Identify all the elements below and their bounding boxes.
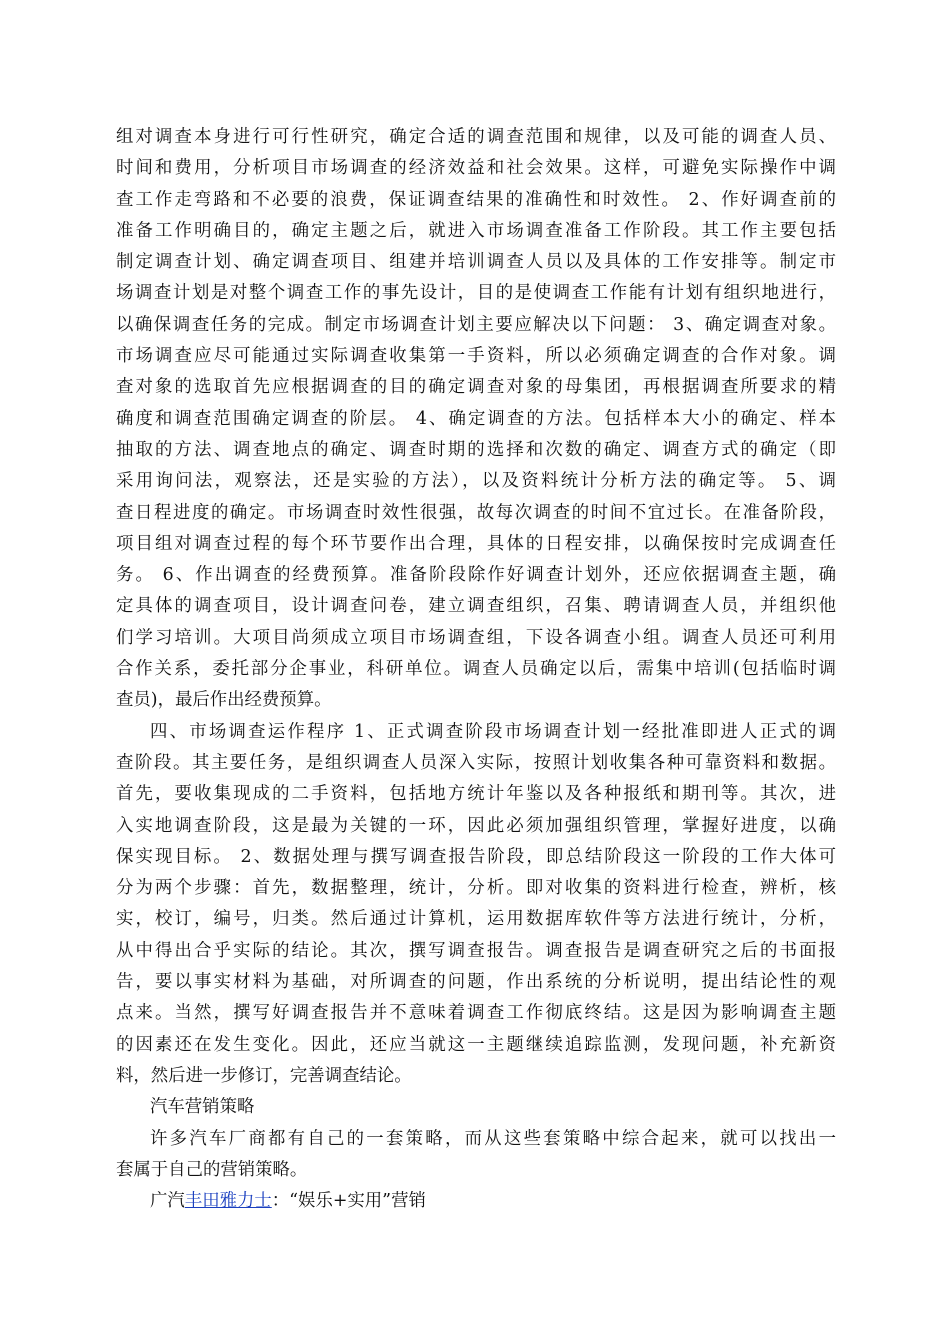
text-line: 料，然后进一步修订，完善调查结论。	[116, 1065, 412, 1086]
text-line: 确度和调查范围确定调查的阶层。 4、确定调查的方法。包括样本大小的确定、样本	[116, 408, 836, 429]
text-line: 合作关系，委托部分企事业，科研单位。调查人员确定以后，需集中培训(包括临时调	[116, 659, 836, 680]
text-line: 市场调查应尽可能通过实际调查收集第一手资料，所以必须确定调查的合作对象。调	[116, 346, 836, 367]
text-line: 组对调查本身进行可行性研究，确定合适的调查范围和规律，以及可能的调查人员、	[116, 127, 836, 147]
text-line: 查日程进度的确定。市场调查时效性很强，故每次调查的时间不宜过长。在准备阶段，	[116, 502, 836, 523]
text-line: 以确保调查任务的完成。制定市场调查计划主要应解决以下问题： 3、确定调查对象。	[116, 314, 836, 335]
strategy-title-suffix: ：“娱乐+实用”营销	[271, 1191, 426, 1212]
text-line: 场调查计划是对整个调查工作的事先设计，目的是使调查工作能有计划有组织地进行，	[116, 283, 836, 304]
text-line: 四、市场调查运作程序 1、正式调查阶段市场调查计划一经批准即进人正式的调	[150, 721, 836, 742]
text-line: 准备工作明确目的，确定主题之后，就进入市场调查准备工作阶段。其工作主要包括	[116, 220, 836, 241]
text-line: 抽取的方法、调查地点的确定、调查时期的选择和次数的确定、调查方式的确定（即	[116, 439, 836, 460]
text-line: 项目组对调查过程的每个环节要作出合理，具体的日程安排，以确保按时完成调查任	[116, 533, 836, 554]
text-line: 们学习培训。大项目尚须成立项目市场调查组，下设各调查小组。调查人员还可利用	[116, 627, 836, 648]
document-page	[116, 122, 836, 1217]
toyota-yaris-link[interactable]: 丰田雅力士	[184, 1191, 272, 1212]
text-line: 入实地调查阶段，这是最为关键的一环，因此必须加强组织管理，掌握好进度，以确	[116, 815, 836, 836]
text-line: 套属于自己的营销策略。	[116, 1159, 308, 1180]
text-line: 查阶段。其主要任务，是组织调查人员深入实际，按照计划收集各种可靠资料和数据。	[116, 752, 836, 773]
text-line: 查工作走弯路和不必要的浪费，保证调查结果的准确性和时效性。 2、作好调查前的	[116, 189, 836, 210]
text-line: 许多汽车厂商都有自己的一套策略，而从这些套策略中综合起来，就可以找出一	[150, 1128, 836, 1149]
text-line: 分为两个步骤：首先，数据整理，统计，分析。即对收集的资料进行检查，辨析，核	[116, 878, 836, 899]
section-heading: 汽车营销策略	[150, 1097, 255, 1118]
text-line: 查对象的选取首先应根据调查的目的确定调查对象的母集团，再根据调查所要求的精	[116, 377, 836, 398]
text-line: 时间和费用，分析项目市场调查的经济效益和社会效果。这样，可避免实际操作中调	[116, 158, 836, 179]
paragraph-survey-preparation	[116, 122, 836, 717]
text-line: 实，校订，编号，归类。然后通过计算机，运用数据库软件等方法进行统计，分析，	[116, 909, 836, 930]
strategy-title-line	[116, 1186, 836, 1217]
text-line: 点来。当然，撰写好调查报告并不意味着调查工作彻底终结。这是因为影响调查主题	[116, 1003, 836, 1024]
paragraph-auto-marketing	[116, 1124, 836, 1187]
text-line: 查员)，最后作出经费预算。	[116, 690, 332, 711]
text-line: 首先，要收集现成的二手资料，包括地方统计年鉴以及各种报纸和期刊等。其次，进	[116, 784, 836, 805]
paragraph-survey-procedure	[116, 717, 836, 1093]
text-line: 从中得出合乎实际的结论。其次，撰写调查报告。调查报告是调查研究之后的书面报	[116, 940, 836, 961]
text-line: 制定调查计划、确定调查项目、组建并培训调查人员以及具体的工作安排等。制定市	[116, 252, 836, 273]
text-line: 告，要以事实材料为基础，对所调查的问题，作出系统的分析说明，提出结论性的观	[116, 972, 836, 993]
text-line: 务。 6、作出调查的经费预算。准备阶段除作好调查计划外，还应依据调查主题，确	[116, 565, 836, 586]
strategy-title-prefix: 广汽	[150, 1191, 185, 1212]
text-line: 保实现目标。 2、数据处理与撰写调查报告阶段，即总结阶段这一阶段的工作大体可	[116, 846, 836, 867]
text-line: 的因素还在发生变化。因此，还应当就这一主题继续追踪监测，发现问题，补充新资	[116, 1034, 836, 1055]
text-line: 定具体的调查项目，设计调查问卷，建立调查组织，召集、聘请调查人员，并组织他	[116, 596, 836, 617]
text-line: 采用询问法，观察法，还是实验的方法），以及资料统计分析方法的确定等。 5、调	[116, 471, 836, 492]
